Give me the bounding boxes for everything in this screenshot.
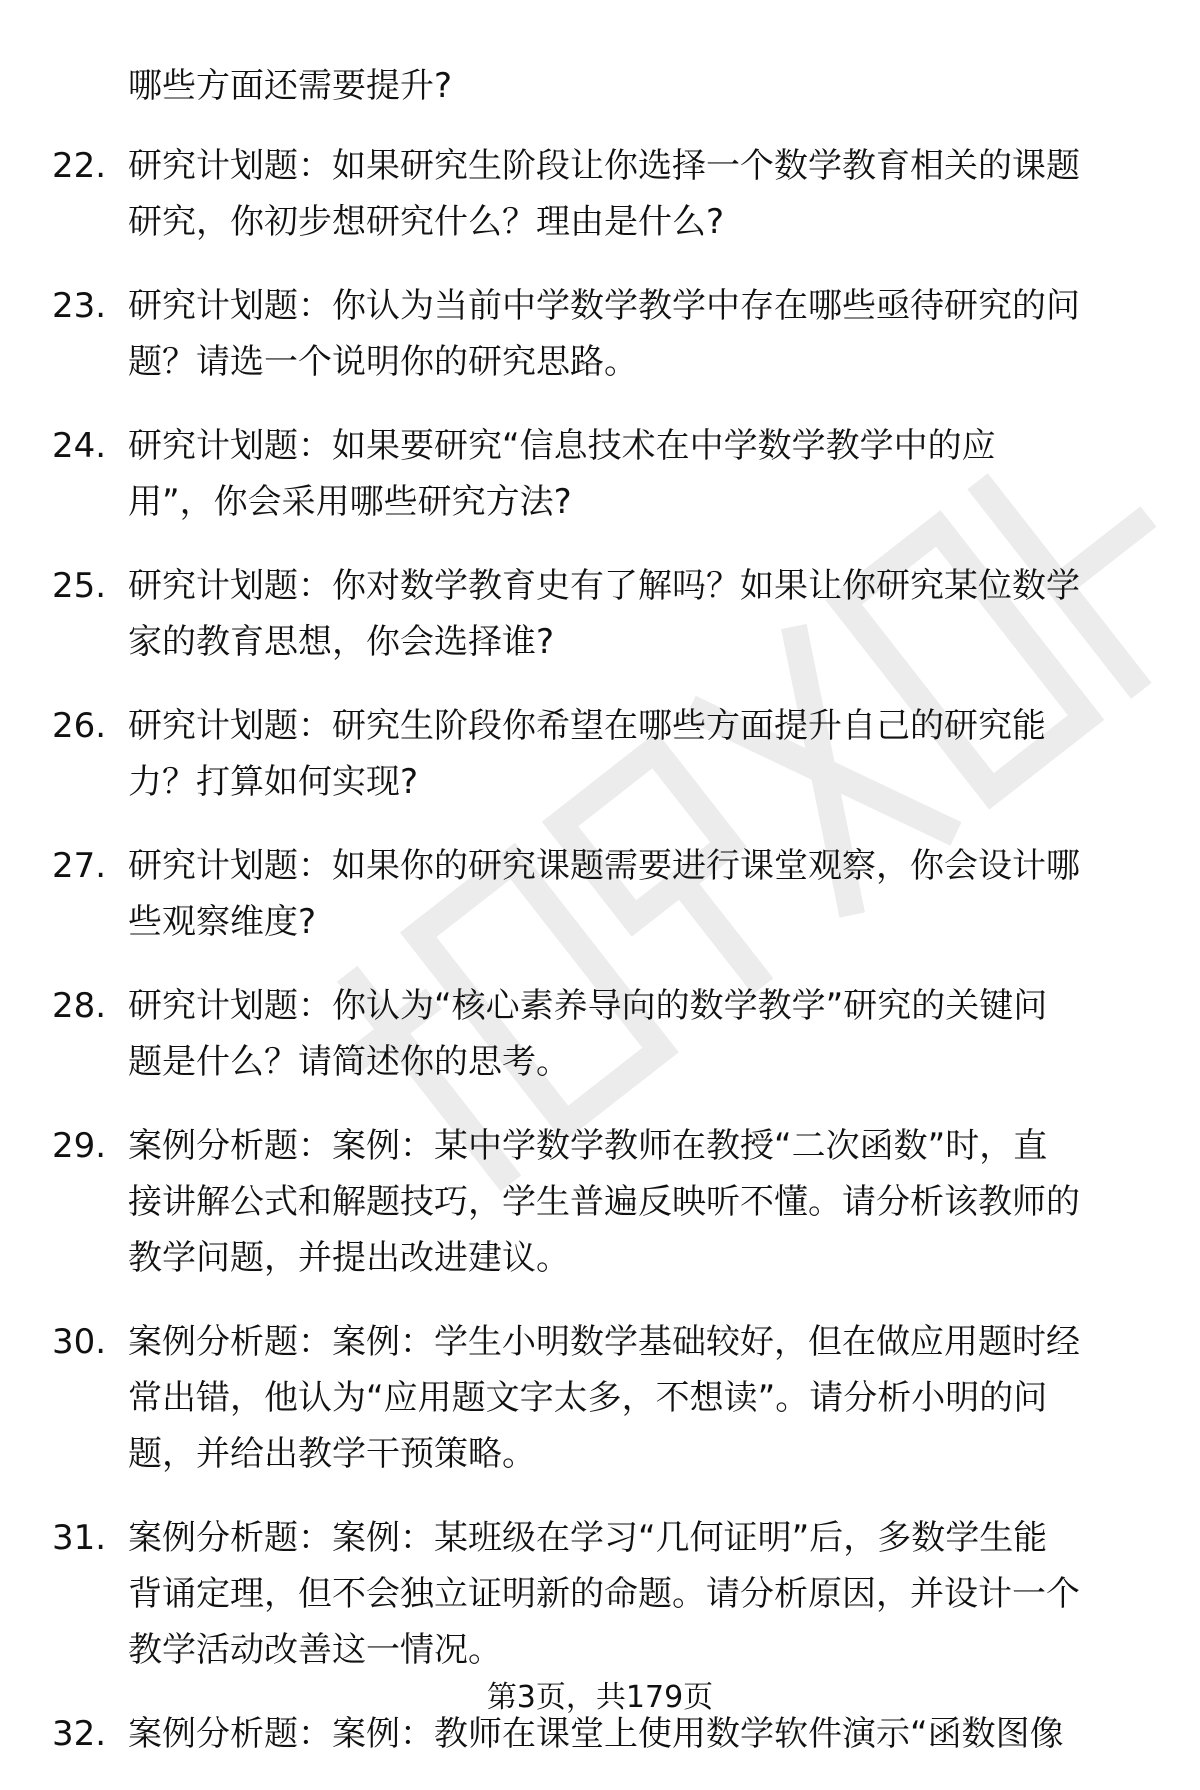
- question-line: 研究计划题：你认为当前中学数学教学中存在哪些亟待研究的问: [128, 286, 1080, 326]
- question-number: 22.: [52, 146, 107, 186]
- question-list: [52, 58, 1152, 1790]
- question-line: 教学活动改善这一情况。: [128, 1630, 502, 1670]
- continuation-text: 哪些方面还需要提升?: [128, 66, 453, 106]
- question-line: 研究，你初步想研究什么？理由是什么?: [128, 202, 725, 242]
- question-text: [128, 418, 1138, 530]
- question-text: [128, 978, 1138, 1090]
- page-footer: 第3页，共179页: [486, 1680, 714, 1715]
- question-item: [52, 1118, 1152, 1286]
- question-line: 研究计划题：你对数学教育史有了解吗？如果让你研究某位数学: [128, 566, 1080, 606]
- question-line: 题是什么？请简述你的思考。: [128, 1042, 570, 1082]
- question-line: 案例分析题：案例：某班级在学习“几何证明”后，多数学生能: [128, 1518, 1048, 1558]
- questions-container: [52, 138, 1152, 1762]
- question-item: [52, 278, 1152, 390]
- question-line: 研究计划题：如果你的研究课题需要进行课堂观察，你会设计哪: [128, 846, 1080, 886]
- question-text: [128, 1314, 1138, 1482]
- question-line: 案例分析题：案例：学生小明数学基础较好，但在做应用题时经: [128, 1322, 1080, 1362]
- question-item: [52, 558, 1152, 670]
- question-text: [128, 838, 1138, 950]
- question-number: 30.: [52, 1322, 107, 1362]
- question-number: 31.: [52, 1518, 107, 1558]
- question-line: 研究计划题：你认为“核心素养导向的数学教学”研究的关键问: [128, 986, 1048, 1026]
- question-item: [52, 978, 1152, 1090]
- question-line: 题？请选一个说明你的研究思路。: [128, 342, 638, 382]
- question-text: [128, 138, 1138, 250]
- question-item: [52, 838, 1152, 950]
- question-line: 用”，你会采用哪些研究方法?: [128, 482, 572, 522]
- question-item: [52, 138, 1152, 250]
- question-line: 研究计划题：如果要研究“信息技术在中学数学教学中的应: [128, 426, 996, 466]
- question-line: 案例分析题：案例：某中学数学教师在教授“二次函数”时，直: [128, 1126, 1048, 1166]
- question-line: 案例分析题：案例：教师在课堂上使用数学软件演示“函数图像: [128, 1714, 1064, 1754]
- question-line: 些观察维度?: [128, 902, 317, 942]
- question-number: 27.: [52, 846, 107, 886]
- question-number: 23.: [52, 286, 107, 326]
- question-text: [128, 278, 1138, 390]
- question-item: [52, 418, 1152, 530]
- question-line: 家的教育思想，你会选择谁?: [128, 622, 555, 662]
- question-line: 研究计划题：研究生阶段你希望在哪些方面提升自己的研究能: [128, 706, 1046, 746]
- question-item: [52, 1314, 1152, 1482]
- question-item: [52, 698, 1152, 810]
- question-line: 常出错，他认为“应用题文字太多，不想读”。请分析小明的问: [128, 1378, 1048, 1418]
- question-line: 研究计划题：如果研究生阶段让你选择一个数学教育相关的课题: [128, 146, 1080, 186]
- question-number: 25.: [52, 566, 107, 606]
- question-number: 28.: [52, 986, 107, 1026]
- question-text: [128, 558, 1138, 670]
- question-text: [128, 698, 1138, 810]
- question-number: 26.: [52, 706, 107, 746]
- question-line: 接讲解公式和解题技巧，学生普遍反映听不懂。请分析该教师的: [128, 1182, 1080, 1222]
- question-number: 24.: [52, 426, 107, 466]
- question-text: [128, 1510, 1138, 1678]
- question-line: 题，并给出教学干预策略。: [128, 1434, 536, 1474]
- question-item: [52, 1510, 1152, 1678]
- question-number: 29.: [52, 1126, 107, 1166]
- question-line: 背诵定理，但不会独立证明新的命题。请分析原因，并设计一个: [128, 1574, 1080, 1614]
- question-line: 教学问题，并提出改进建议。: [128, 1238, 570, 1278]
- question-text: [128, 1118, 1138, 1286]
- question-line: 力？打算如何实现?: [128, 762, 419, 802]
- question-number: 32.: [52, 1714, 107, 1754]
